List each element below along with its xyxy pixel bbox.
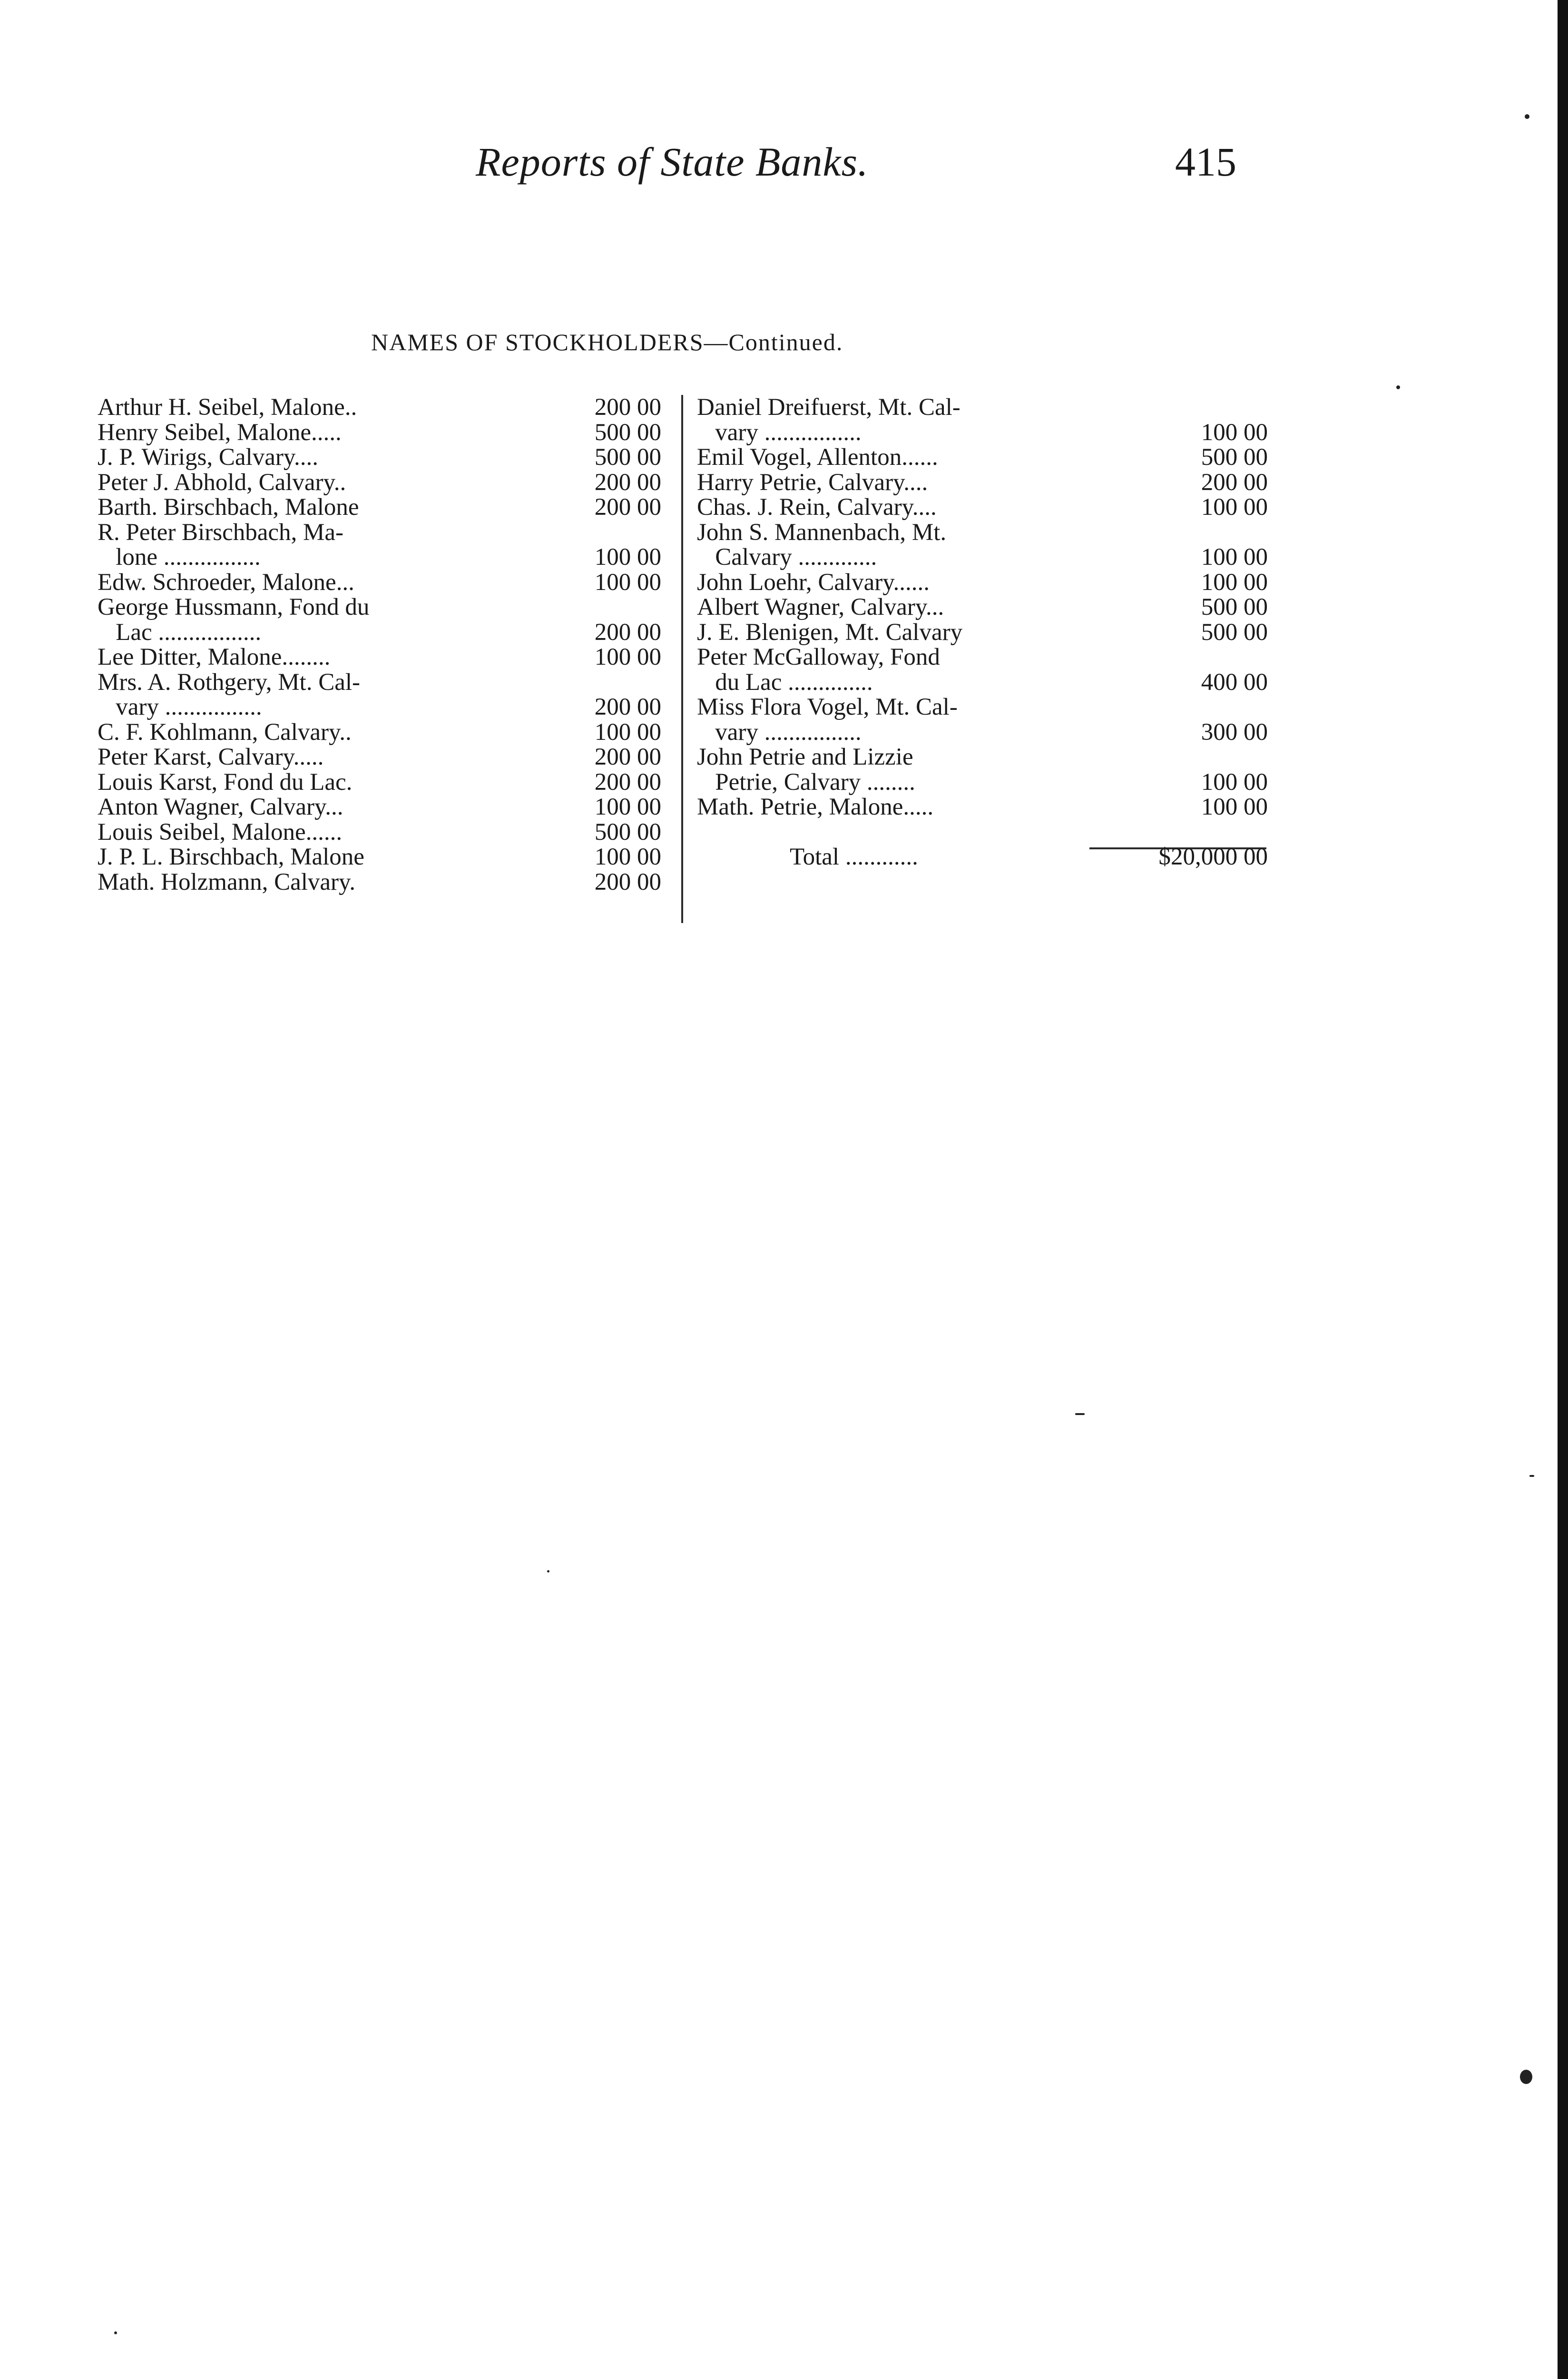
scan-speck <box>547 1570 549 1573</box>
stockholder-name: vary ................ <box>697 718 862 746</box>
stock-amount: 200 00 <box>594 394 661 421</box>
right-stockholder-row <box>697 795 1268 820</box>
right-stockholder-row <box>697 445 1268 470</box>
stockholder-name: Petrie, Calvary ........ <box>697 768 915 796</box>
stockholder-name: J. P. Wirigs, Calvary.... <box>98 444 319 471</box>
stock-amount: 100 00 <box>594 844 661 870</box>
stockholder-name: Peter McGalloway, Fond <box>697 644 940 670</box>
stockholder-name: John Loehr, Calvary...... <box>697 569 930 596</box>
stockholder-name: J. P. L. Birschbach, Malone <box>98 844 364 870</box>
right-stockholder-row <box>697 595 1268 620</box>
stockholder-name: John Petrie and Lizzie <box>697 744 913 770</box>
stockholder-name: Chas. J. Rein, Calvary.... <box>697 494 937 521</box>
stock-amount: 500 00 <box>594 419 661 446</box>
stockholder-name: Emil Vogel, Allenton...... <box>697 444 938 471</box>
stock-amount: 100 00 <box>1201 569 1268 596</box>
stockholder-name: Louis Seibel, Malone...... <box>98 818 343 845</box>
left-stockholder-row <box>98 770 668 795</box>
right-stockholder-row <box>697 520 1268 545</box>
stock-amount: 100 00 <box>594 569 661 596</box>
stockholder-name: Peter J. Abhold, Calvary.. <box>98 469 346 496</box>
left-stockholder-row <box>98 745 668 770</box>
stockholder-name: R. Peter Birschbach, Ma- <box>98 519 343 546</box>
running-title: Reports of State Banks. <box>476 139 869 185</box>
column-divider <box>681 395 683 923</box>
scan-speck <box>1520 2070 1532 2084</box>
stock-amount: 100 00 <box>1201 494 1268 521</box>
total-label: Total ............ <box>790 844 918 870</box>
stockholder-name: Math. Holzmann, Calvary. <box>98 868 355 895</box>
stockholder-name: C. F. Kohlmann, Calvary.. <box>98 718 352 746</box>
stockholder-name: Arthur H. Seibel, Malone.. <box>98 394 357 421</box>
stockholder-name: J. E. Blenigen, Mt. Calvary <box>697 619 963 646</box>
right-stockholder-row <box>697 470 1268 495</box>
right-stockholder-row <box>697 695 1268 720</box>
left-stockholder-row <box>98 870 668 895</box>
left-stockholder-row <box>98 545 668 570</box>
stock-amount: 200 00 <box>1201 469 1268 496</box>
stockholder-name: John S. Mannenbach, Mt. <box>697 519 947 546</box>
left-stockholder-row <box>98 570 668 595</box>
stockholder-name: Lac ................. <box>98 619 262 646</box>
stock-amount: 100 00 <box>594 794 661 820</box>
stockholders-left-column <box>98 395 668 895</box>
total-row <box>697 845 1268 870</box>
right-stockholder-row <box>697 745 1268 770</box>
left-stockholder-row <box>98 420 668 445</box>
scan-speck <box>114 2331 117 2334</box>
page-edge-shadow <box>1558 0 1568 2379</box>
stockholder-name: Harry Petrie, Calvary.... <box>697 469 928 496</box>
stock-amount: 200 00 <box>594 694 661 720</box>
stock-amount: 500 00 <box>1201 444 1268 471</box>
stockholder-name: Henry Seibel, Malone..... <box>98 419 342 446</box>
right-stockholder-row <box>697 395 1268 420</box>
stockholder-name: Albert Wagner, Calvary... <box>697 594 944 620</box>
left-stockholder-row <box>98 695 668 720</box>
section-heading: NAMES OF STOCKHOLDERS—Continued. <box>371 329 843 355</box>
right-stockholder-row <box>697 770 1268 795</box>
stockholder-name: George Hussmann, Fond du <box>98 594 370 620</box>
left-stockholder-row <box>98 845 668 870</box>
stockholder-name: Lee Ditter, Malone........ <box>98 644 331 670</box>
stock-amount: 200 00 <box>594 494 661 521</box>
stockholder-name: Peter Karst, Calvary..... <box>98 744 324 770</box>
stock-amount: 100 00 <box>1201 768 1268 796</box>
left-stockholder-row <box>98 820 668 845</box>
stock-amount: 200 00 <box>594 868 661 895</box>
scan-speck <box>1529 1475 1534 1477</box>
left-stockholder-row <box>98 620 668 645</box>
left-stockholder-row <box>98 520 668 545</box>
stock-amount: 100 00 <box>1201 794 1268 820</box>
stockholders-right-column <box>697 395 1268 820</box>
stockholder-name: Anton Wagner, Calvary... <box>98 794 343 820</box>
left-stockholder-row <box>98 445 668 470</box>
stock-amount: 500 00 <box>594 818 661 845</box>
stock-amount: 500 00 <box>1201 619 1268 646</box>
scan-speck <box>1075 1413 1085 1415</box>
stock-amount: 200 00 <box>594 619 661 646</box>
right-stockholder-row <box>697 620 1268 645</box>
right-stockholder-row <box>697 570 1268 595</box>
left-stockholder-row <box>98 670 668 695</box>
stockholder-name: Edw. Schroeder, Malone... <box>98 569 354 596</box>
scan-speck <box>1396 385 1400 389</box>
stockholder-name: Miss Flora Vogel, Mt. Cal- <box>697 694 958 720</box>
total-amount: $20,000 00 <box>1158 844 1268 870</box>
stock-amount: 100 00 <box>1201 419 1268 446</box>
stockholder-name: lone ................ <box>98 544 261 570</box>
stock-amount: 200 00 <box>594 744 661 770</box>
stockholder-name: Mrs. A. Rothgery, Mt. Cal- <box>98 668 361 696</box>
left-stockholder-row <box>98 720 668 745</box>
page-number: 415 <box>1175 139 1236 185</box>
left-stockholder-row <box>98 495 668 520</box>
stock-amount: 400 00 <box>1201 668 1268 696</box>
left-stockholder-row <box>98 395 668 420</box>
right-stockholder-row <box>697 420 1268 445</box>
stockholder-name: vary ................ <box>697 419 862 446</box>
left-stockholder-row <box>98 470 668 495</box>
right-stockholder-row <box>697 645 1268 670</box>
right-stockholder-row <box>697 545 1268 570</box>
stockholder-name: Daniel Dreifuerst, Mt. Cal- <box>697 394 960 421</box>
stockholder-name: du Lac .............. <box>697 668 873 696</box>
stockholder-name: vary ................ <box>98 694 262 720</box>
stock-amount: 200 00 <box>594 469 661 496</box>
right-stockholder-row <box>697 670 1268 695</box>
right-stockholder-row <box>697 495 1268 520</box>
stockholder-name: Math. Petrie, Malone..... <box>697 794 934 820</box>
stock-amount: 100 00 <box>594 644 661 670</box>
scan-speck <box>1525 114 1529 119</box>
stock-amount: 100 00 <box>594 718 661 746</box>
stockholder-name: Calvary ............. <box>697 544 877 570</box>
stock-amount: 500 00 <box>594 444 661 471</box>
stock-amount: 500 00 <box>1201 594 1268 620</box>
stock-amount: 200 00 <box>594 768 661 796</box>
left-stockholder-row <box>98 645 668 670</box>
stock-amount: 100 00 <box>594 544 661 570</box>
left-stockholder-row <box>98 595 668 620</box>
stock-amount: 100 00 <box>1201 544 1268 570</box>
right-stockholder-row <box>697 720 1268 745</box>
stock-amount: 300 00 <box>1201 718 1268 746</box>
stockholder-name: Louis Karst, Fond du Lac. <box>98 768 353 796</box>
stockholder-name: Barth. Birschbach, Malone <box>98 494 359 521</box>
left-stockholder-row <box>98 795 668 820</box>
